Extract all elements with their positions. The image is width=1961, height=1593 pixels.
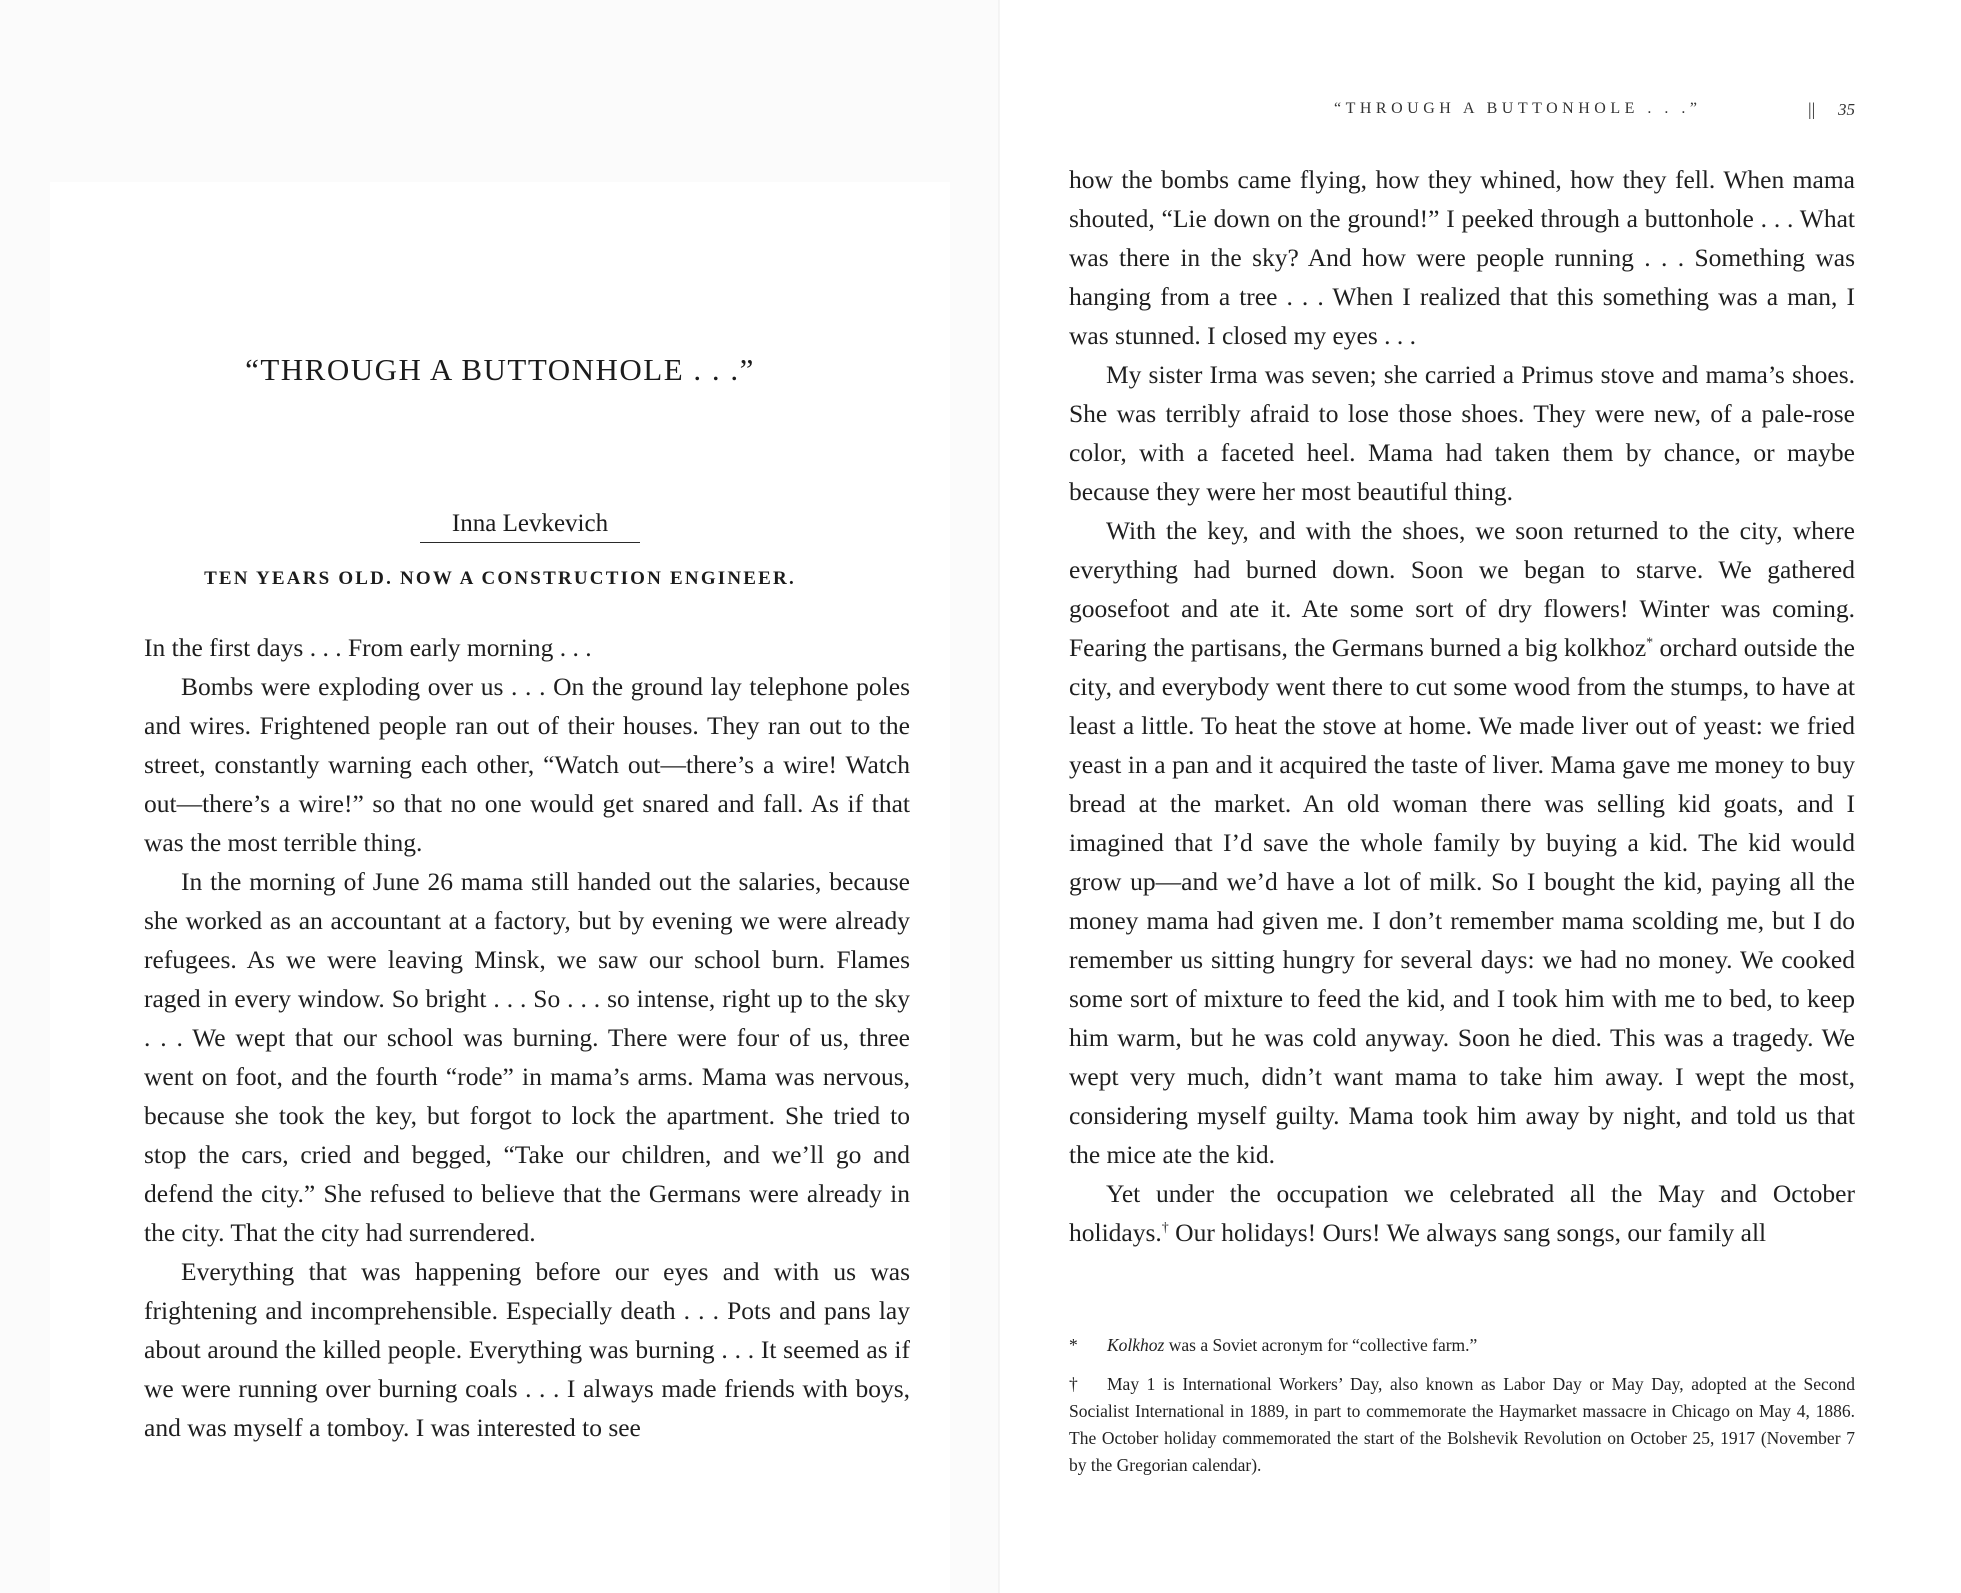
footnote-term: Kolkhoz [1107,1335,1165,1355]
right-body-text [1069,160,1855,1252]
paragraph: In the first days . . . From early morning . . . [144,633,592,662]
paragraph [1069,511,1855,1174]
footnote [1069,1332,1855,1359]
paragraph: My sister Irma was seven; she carried a Primus stove and mama’s shoes. She was terribly afraid to lose those shoes. They were new, of a pale-rose color, with a faceted heel. Mama had taken them by chance, or maybe because they were her most beautiful thing. [1069,360,1855,506]
person-name: Inna Levkevich [420,510,640,543]
paragraph-text: Yet under the occupation we celebrated all the May and October holidays. [1069,1179,1855,1247]
footnotes [1069,1332,1855,1491]
page-number: 35 [1838,100,1855,119]
footnote-text: May 1 is International Workers’ Day, also known as Labor Day or May Day, adopted at the Second Socialist International in 1889, in part to commemorate the Haymarket massacre in Chicago on May 4, 1886. The October holiday commemorated the start of the Bolshevik Revolution on October 25, 1917 (November 7 by the Gregorian calendar). [1069,1374,1855,1475]
paragraph: how the bombs came flying, how they whined, how they fell. When mama shouted, “Lie down on the ground!” I peeked through a buttonhole . . . What was there in the sky? And how were people running . . . Something was hanging from a tree . . . When I realized that this something was a man, I was stunned. I closed my eyes . . . [1069,165,1855,350]
paragraph-text: Our holidays! Ours! We always sang songs, our family all [1168,1218,1767,1247]
footnote-ref-kolkhoz: * [1646,635,1654,651]
paragraph [1069,1174,1855,1252]
chapter-title: “THROUGH A BUTTONHOLE . . .” [245,352,755,387]
footnote-text: was a Soviet acronym for “collective farm.” [1164,1335,1478,1355]
footnote [1069,1371,1855,1479]
running-head: “THROUGH A BUTTONHOLE . . .” [1334,100,1702,117]
footnote-mark: * [1069,1335,1078,1355]
paragraph: Bombs were exploding over us . . . On the ground lay telephone poles and wires. Frightened people ran out of their houses. They ran out to the street, constantly warning each other, “Watch out—there’s a wire! Watch out—there’s a wire!” so that no one would get snared and fall. As if that was the most terrible thing. [144,672,910,857]
footnote-mark: † [1069,1374,1078,1394]
footnote-ref-holidays: † [1161,1220,1169,1236]
running-head-separator: || [1808,99,1816,119]
paragraph: In the morning of June 26 mama still handed out the salaries, because she worked as an accountant at a factory, but by evening we were already refugees. As we were leaving Minsk, we saw our school burn. Flames raged in every window. So bright . . . So . . . so intense, right up to the sky . . . We wept that our school was burning. There were four of us, three went on foot, and the fourth “rode” in mama’s arms. Mama was nervous, because she took the key, but forgot to lock the apartment. She tried to stop the cars, cried and begged, “Take our children, and we’ll go and defend the city.” She refused to believe that the Germans were already in the city. That the city had surrendered. [144,867,910,1247]
person-note: TEN YEARS OLD. NOW A CONSTRUCTION ENGINEER. [204,568,796,589]
paragraph-text: With the key, and with the shoes, we soon returned to the city, where everything had burned down. Soon we began to starve. We gathered goosefoot and ate it. Ate some sort of dry flowers! Winter was coming. Fearing the partisans, the Germans burned a big kolkhoz [1069,516,1855,662]
paragraph-text: orchard outside the city, and everybody went there to cut some wood from the stumps, to have at least a little. To heat the stove at home. We made liver out of yeast: we fried yeast in a pan and it acquired the taste of liver. Mama gave me money to buy bread at the market. An old woman there was selling kid goats, and I imagined that I’d save the whole family by buying a kid. The kid would grow up—and we’d have a lot of milk. So I bought the kid, paying all the money mama had given me. I don’t remember mama scolding me, but I do remember us sitting hungry for several days: we had no money. We cooked some sort of mixture to feed the kid, and I took him with me to bed, to keep him warm, but he was cold anyway. Soon he died. This was a tragedy. We wept very much, didn’t want mama to take him away. I wept the most, considering myself guilty. Mama took him away by night, and told us that the mice ate the kid. [1069,633,1855,1169]
paragraph: Everything that was happening before our eyes and with us was frightening and incomprehensible. Especially death . . . Pots and pans lay about around the killed people. Everything was burning . . . It seemed as if we were running over burning coals . . . I always made friends with boys, and was myself a tomboy. I was interested to see [144,1257,910,1442]
left-body-text [144,628,910,1447]
